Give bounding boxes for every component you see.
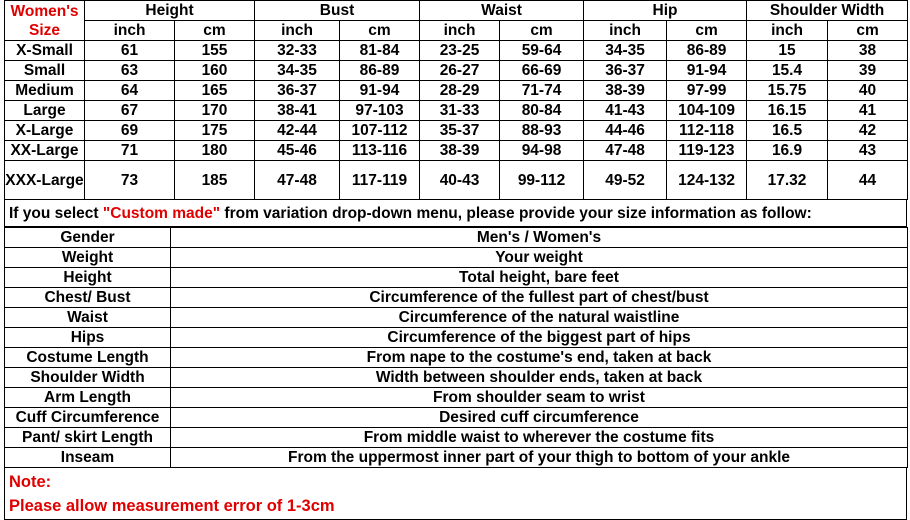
custom-field-description: From the uppermost inner part of your thigh to bottom of your ankle: [171, 448, 908, 468]
size-name-cell: Medium: [5, 81, 85, 101]
custom-field-description: Circumference of the fullest part of chest/bust: [171, 288, 908, 308]
size-value-cell: 175: [175, 121, 255, 141]
custom-field-row: [5, 328, 908, 348]
unit-cm: cm: [500, 21, 584, 41]
size-value-cell: 80-84: [500, 101, 584, 121]
size-value-cell: 35-37: [420, 121, 500, 141]
size-value-cell: 88-93: [500, 121, 584, 141]
notice-custom-made-highlight: "Custom made": [102, 205, 221, 222]
custom-field-row: [5, 288, 908, 308]
custom-field-label: Cuff Circumference: [5, 408, 171, 428]
custom-field-row: [5, 388, 908, 408]
size-value-cell: 67: [85, 101, 175, 121]
size-value-cell: 44-46: [584, 121, 667, 141]
size-value-cell: 39: [828, 61, 908, 81]
size-value-cell: 165: [175, 81, 255, 101]
size-value-cell: 17.32: [747, 161, 828, 200]
size-value-cell: 36-37: [584, 61, 667, 81]
size-value-cell: 44: [828, 161, 908, 200]
custom-field-row: [5, 448, 908, 468]
size-value-cell: 40-43: [420, 161, 500, 200]
size-value-cell: 63: [85, 61, 175, 81]
custom-rows: [5, 228, 908, 468]
custom-field-description: Width between shoulder ends, taken at back: [171, 368, 908, 388]
bust-group-header: Bust: [255, 1, 420, 21]
custom-field-description: From shoulder seam to wrist: [171, 388, 908, 408]
size-value-cell: 160: [175, 61, 255, 81]
waist-group-header: Waist: [420, 1, 584, 21]
size-value-cell: 23-25: [420, 41, 500, 61]
size-value-cell: 16.15: [747, 101, 828, 121]
size-row: [5, 141, 908, 161]
unit-inch: inch: [420, 21, 500, 41]
size-row: [5, 41, 908, 61]
custom-field-description: Your weight: [171, 248, 908, 268]
size-value-cell: 59-64: [500, 41, 584, 61]
custom-field-row: [5, 368, 908, 388]
unit-cm: cm: [175, 21, 255, 41]
unit-inch: inch: [85, 21, 175, 41]
size-value-cell: 97-99: [667, 81, 747, 101]
size-value-cell: 124-132: [667, 161, 747, 200]
size-value-cell: 38-41: [255, 101, 340, 121]
custom-made-notice: [4, 200, 907, 227]
unit-cm: cm: [828, 21, 908, 41]
size-value-cell: 42: [828, 121, 908, 141]
size-value-cell: 49-52: [584, 161, 667, 200]
unit-inch: inch: [747, 21, 828, 41]
shoulder-group-header: Shoulder Width: [747, 1, 908, 21]
custom-field-label: Weight: [5, 248, 171, 268]
size-name-cell: XX-Large: [5, 141, 85, 161]
custom-field-label: Chest/ Bust: [5, 288, 171, 308]
size-name-cell: XXX-Large: [5, 161, 85, 200]
custom-field-description: From nape to the costume's end, taken at back: [171, 348, 908, 368]
custom-field-description: Desired cuff circumference: [171, 408, 908, 428]
size-value-cell: 91-94: [340, 81, 420, 101]
size-header-row: [5, 1, 908, 21]
unit-inch: inch: [584, 21, 667, 41]
size-value-cell: 43: [828, 141, 908, 161]
size-value-cell: 180: [175, 141, 255, 161]
size-value-cell: 61: [85, 41, 175, 61]
size-row: [5, 101, 908, 121]
custom-field-row: [5, 428, 908, 448]
custom-field-label: Height: [5, 268, 171, 288]
size-value-cell: 47-48: [255, 161, 340, 200]
hip-group-header: Hip: [584, 1, 747, 21]
note-box: [4, 468, 907, 520]
size-row: [5, 81, 908, 101]
size-value-cell: 155: [175, 41, 255, 61]
size-value-cell: 41: [828, 101, 908, 121]
size-name-cell: Small: [5, 61, 85, 81]
size-value-cell: 38: [828, 41, 908, 61]
size-value-cell: 16.9: [747, 141, 828, 161]
size-value-cell: 86-89: [667, 41, 747, 61]
custom-field-description: Circumference of the natural waistline: [171, 308, 908, 328]
size-column-header: Women's Size: [5, 1, 85, 41]
size-value-cell: 15: [747, 41, 828, 61]
size-value-cell: 38-39: [420, 141, 500, 161]
note-title: Note:: [9, 473, 52, 491]
size-value-cell: 38-39: [584, 81, 667, 101]
unit-inch: inch: [255, 21, 340, 41]
size-value-cell: 112-118: [667, 121, 747, 141]
notice-text-before: If you select: [9, 205, 103, 222]
size-value-cell: 15.75: [747, 81, 828, 101]
custom-field-label: Hips: [5, 328, 171, 348]
custom-field-description: Men's / Women's: [171, 228, 908, 248]
unit-cm: cm: [667, 21, 747, 41]
custom-field-row: [5, 248, 908, 268]
size-value-cell: 94-98: [500, 141, 584, 161]
size-value-cell: 81-84: [340, 41, 420, 61]
custom-field-label: Inseam: [5, 448, 171, 468]
size-value-cell: 185: [175, 161, 255, 200]
custom-field-row: [5, 228, 908, 248]
size-value-cell: 71: [85, 141, 175, 161]
custom-field-row: [5, 348, 908, 368]
size-value-cell: 69: [85, 121, 175, 141]
custom-field-row: [5, 308, 908, 328]
custom-field-description: Total height, bare feet: [171, 268, 908, 288]
size-chart-sheet: [4, 0, 907, 520]
custom-field-label: Waist: [5, 308, 171, 328]
size-value-cell: 170: [175, 101, 255, 121]
size-name-cell: X-Small: [5, 41, 85, 61]
size-value-cell: 97-103: [340, 101, 420, 121]
size-row: [5, 121, 908, 141]
height-group-header: Height: [85, 1, 255, 21]
size-chart-table: [4, 0, 908, 200]
custom-fields-table: [4, 227, 908, 468]
custom-field-description: From middle waist to wherever the costume fits: [171, 428, 908, 448]
note-text: Please allow measurement error of 1-3cm: [9, 497, 335, 515]
custom-field-label: Arm Length: [5, 388, 171, 408]
size-value-cell: 104-109: [667, 101, 747, 121]
unit-cm: cm: [340, 21, 420, 41]
custom-field-label: Costume Length: [5, 348, 171, 368]
size-name-cell: Large: [5, 101, 85, 121]
size-value-cell: 26-27: [420, 61, 500, 81]
size-value-cell: 45-46: [255, 141, 340, 161]
size-value-cell: 71-74: [500, 81, 584, 101]
unit-header-row: [5, 21, 908, 41]
size-row: [5, 161, 908, 200]
size-value-cell: 47-48: [584, 141, 667, 161]
size-value-cell: 28-29: [420, 81, 500, 101]
size-value-cell: 40: [828, 81, 908, 101]
custom-field-label: Gender: [5, 228, 171, 248]
size-value-cell: 42-44: [255, 121, 340, 141]
size-value-cell: 117-119: [340, 161, 420, 200]
size-value-cell: 36-37: [255, 81, 340, 101]
size-row: [5, 61, 908, 81]
size-value-cell: 41-43: [584, 101, 667, 121]
custom-field-label: Pant/ skirt Length: [5, 428, 171, 448]
size-value-cell: 34-35: [584, 41, 667, 61]
size-value-cell: 73: [85, 161, 175, 200]
custom-field-row: [5, 268, 908, 288]
size-name-cell: X-Large: [5, 121, 85, 141]
size-value-cell: 64: [85, 81, 175, 101]
size-value-cell: 32-33: [255, 41, 340, 61]
size-value-cell: 99-112: [500, 161, 584, 200]
size-value-cell: 113-116: [340, 141, 420, 161]
size-value-cell: 107-112: [340, 121, 420, 141]
notice-text-after: from variation drop-down menu, please provide your size information as follow:: [220, 205, 812, 222]
size-value-cell: 86-89: [340, 61, 420, 81]
size-value-cell: 66-69: [500, 61, 584, 81]
custom-field-label: Shoulder Width: [5, 368, 171, 388]
custom-field-description: Circumference of the biggest part of hips: [171, 328, 908, 348]
size-value-cell: 31-33: [420, 101, 500, 121]
size-rows: [5, 41, 908, 200]
size-value-cell: 119-123: [667, 141, 747, 161]
size-value-cell: 15.4: [747, 61, 828, 81]
size-value-cell: 91-94: [667, 61, 747, 81]
size-value-cell: 34-35: [255, 61, 340, 81]
custom-field-row: [5, 408, 908, 428]
size-value-cell: 16.5: [747, 121, 828, 141]
